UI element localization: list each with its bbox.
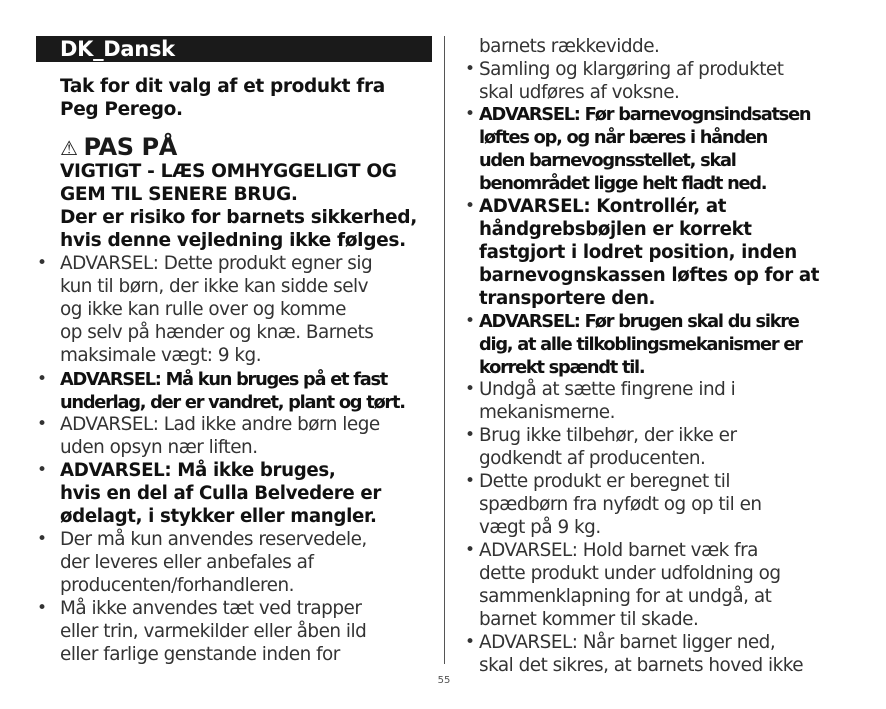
list-item-line: spædbørn fra nyfødt og op til en — [479, 494, 762, 515]
list-item-text — [60, 528, 367, 597]
list-item-line: korrekt spændt til. — [479, 357, 645, 378]
list-item-text — [479, 195, 819, 310]
list-item-line: ADVARSEL: Kontrollér, at — [479, 196, 727, 217]
list-item-line: barnevognskassen løftes op for at — [479, 265, 820, 286]
bullet-icon: • — [465, 540, 476, 560]
bullet-icon: • — [465, 471, 476, 491]
caution-title: PAS PÅ — [83, 133, 177, 161]
page-number: 55 — [437, 675, 451, 686]
list-item-line: mekanismerne. — [479, 402, 615, 423]
bullet-icon: • — [465, 425, 476, 445]
list-item-text — [60, 459, 381, 528]
list-item-text — [479, 103, 810, 195]
intro-text — [60, 75, 385, 121]
list-item-line: kun til børn, der ikke kan sidde selv — [60, 276, 369, 297]
list-item-text — [479, 539, 781, 631]
list-item-line: Samling og klargøring af produktet — [479, 59, 784, 80]
list-item-line: ADVARSEL: Dette produkt egner sig — [60, 253, 373, 274]
bullet-icon: • — [465, 104, 476, 124]
bullet-icon: • — [37, 369, 48, 389]
bullet-icon: • — [465, 196, 476, 216]
bullet-icon: • — [37, 253, 48, 273]
list-item-line: Der må kun anvendes reservedele, — [60, 529, 367, 550]
list-item-line: ADVARSEL: Før brugen skal du sikre — [479, 311, 799, 332]
list-item-line: maksimale vægt: 9 kg. — [60, 345, 262, 366]
list-item-line: ADVARSEL: Må ikke bruges, — [60, 460, 336, 481]
important-line: Der er risiko for barnets sikkerhed, — [60, 207, 417, 228]
list-item-text — [60, 252, 373, 367]
list-item-line: Må ikke anvendes tæt ved trapper — [60, 598, 362, 619]
important-line: GEM TIL SENERE BRUG. — [60, 184, 298, 205]
list-item-text — [479, 470, 762, 539]
bullet-icon: • — [465, 379, 476, 399]
list-item-line: Brug ikke tilbehør, der ikke er — [479, 425, 737, 446]
list-item-line: fastgjort i lodret position, inden — [479, 242, 797, 263]
bullet-icon: • — [37, 460, 48, 480]
important-line: hvis denne vejledning ikke følges. — [60, 230, 406, 251]
bullet-icon: • — [37, 414, 48, 434]
list-item-line: transportere den. — [479, 288, 656, 309]
list-item-line: godkendt af producenten. — [479, 448, 706, 469]
column-divider — [444, 36, 445, 664]
list-item-line: ADVARSEL: Lad ikke andre børn lege — [60, 414, 380, 435]
continuation-text: barnets rækkevidde. — [479, 36, 660, 57]
list-item-line: ADVARSEL: Hold barnet væk fra — [479, 540, 758, 561]
language-header-title: DK_Dansk — [60, 37, 175, 61]
bullet-icon: • — [465, 59, 476, 79]
list-item-text — [479, 58, 783, 104]
warning-triangle-icon: ⚠ — [60, 136, 78, 160]
list-item-text — [479, 631, 803, 677]
list-item-line: ødelagt, i stykker eller mangler. — [60, 506, 377, 527]
list-item-line: dig, at alle tilkoblingsmekanismer er — [479, 334, 802, 355]
list-item-line: og ikke kan rulle over og komme — [60, 299, 346, 320]
list-item-text — [479, 310, 802, 379]
list-item-text — [479, 424, 737, 470]
bullet-icon: • — [465, 632, 476, 652]
list-item-line: Undgå at sætte fingrene ind i — [479, 379, 736, 400]
list-item-line: barnet kommer til skade. — [479, 609, 699, 630]
list-item-line: skal det sikres, at barnets hoved ikke — [479, 655, 804, 676]
list-item-line: der leveres eller anbefales af — [60, 552, 314, 573]
list-item-line: hvis en del af Culla Belvedere er — [60, 483, 381, 504]
important-line: VIGTIGT - LÆS OMHYGGELIGT OG — [60, 161, 397, 182]
bullet-icon: • — [37, 529, 48, 549]
list-item-text — [60, 597, 366, 666]
list-item-line: op selv på hænder og knæ. Barnets — [60, 322, 374, 343]
list-item-line: skal udføres af voksne. — [479, 82, 680, 103]
list-item-line: løftes op, og når bæres i hånden — [479, 127, 768, 148]
list-item-line: uden opsyn nær liften. — [60, 437, 258, 458]
list-item-line: uden barnevognsstellet, skal — [479, 150, 736, 171]
list-item-line: ADVARSEL: Før barnevognsindsatsen — [479, 104, 811, 125]
list-item-line: producenten/forhandleren. — [60, 575, 294, 596]
list-item-line: eller farlige genstande inden for — [60, 644, 340, 665]
list-item-line: vægt på 9 kg. — [479, 517, 601, 538]
intro-line: Peg Perego. — [60, 99, 183, 120]
caution-heading — [60, 133, 177, 162]
list-item-line: dette produkt under udfoldning og — [479, 563, 781, 584]
list-item-line: ADVARSEL: Må kun bruges på et fast — [60, 369, 388, 390]
list-item-line: benområdet ligge helt fladt ned. — [479, 173, 767, 194]
list-item-text — [479, 378, 735, 424]
list-item-line: håndgrebsbøjlen er korrekt — [479, 219, 752, 240]
list-item-text — [60, 368, 405, 414]
intro-line: Tak for dit valg af et produkt fra — [60, 76, 385, 97]
list-item-text — [60, 413, 380, 459]
list-item-line: sammenklapning for at undgå, at — [479, 586, 772, 607]
bullet-icon: • — [465, 311, 476, 331]
list-item-line: underlag, der er vandret, plant og tørt. — [60, 392, 405, 413]
list-item-line: ADVARSEL: Når barnet ligger ned, — [479, 632, 776, 653]
bullet-icon: • — [37, 598, 48, 618]
list-item-line: Dette produkt er beregnet til — [479, 471, 730, 492]
important-block — [60, 160, 417, 252]
list-item-line: eller trin, varmekilder eller åben ild — [60, 621, 367, 642]
